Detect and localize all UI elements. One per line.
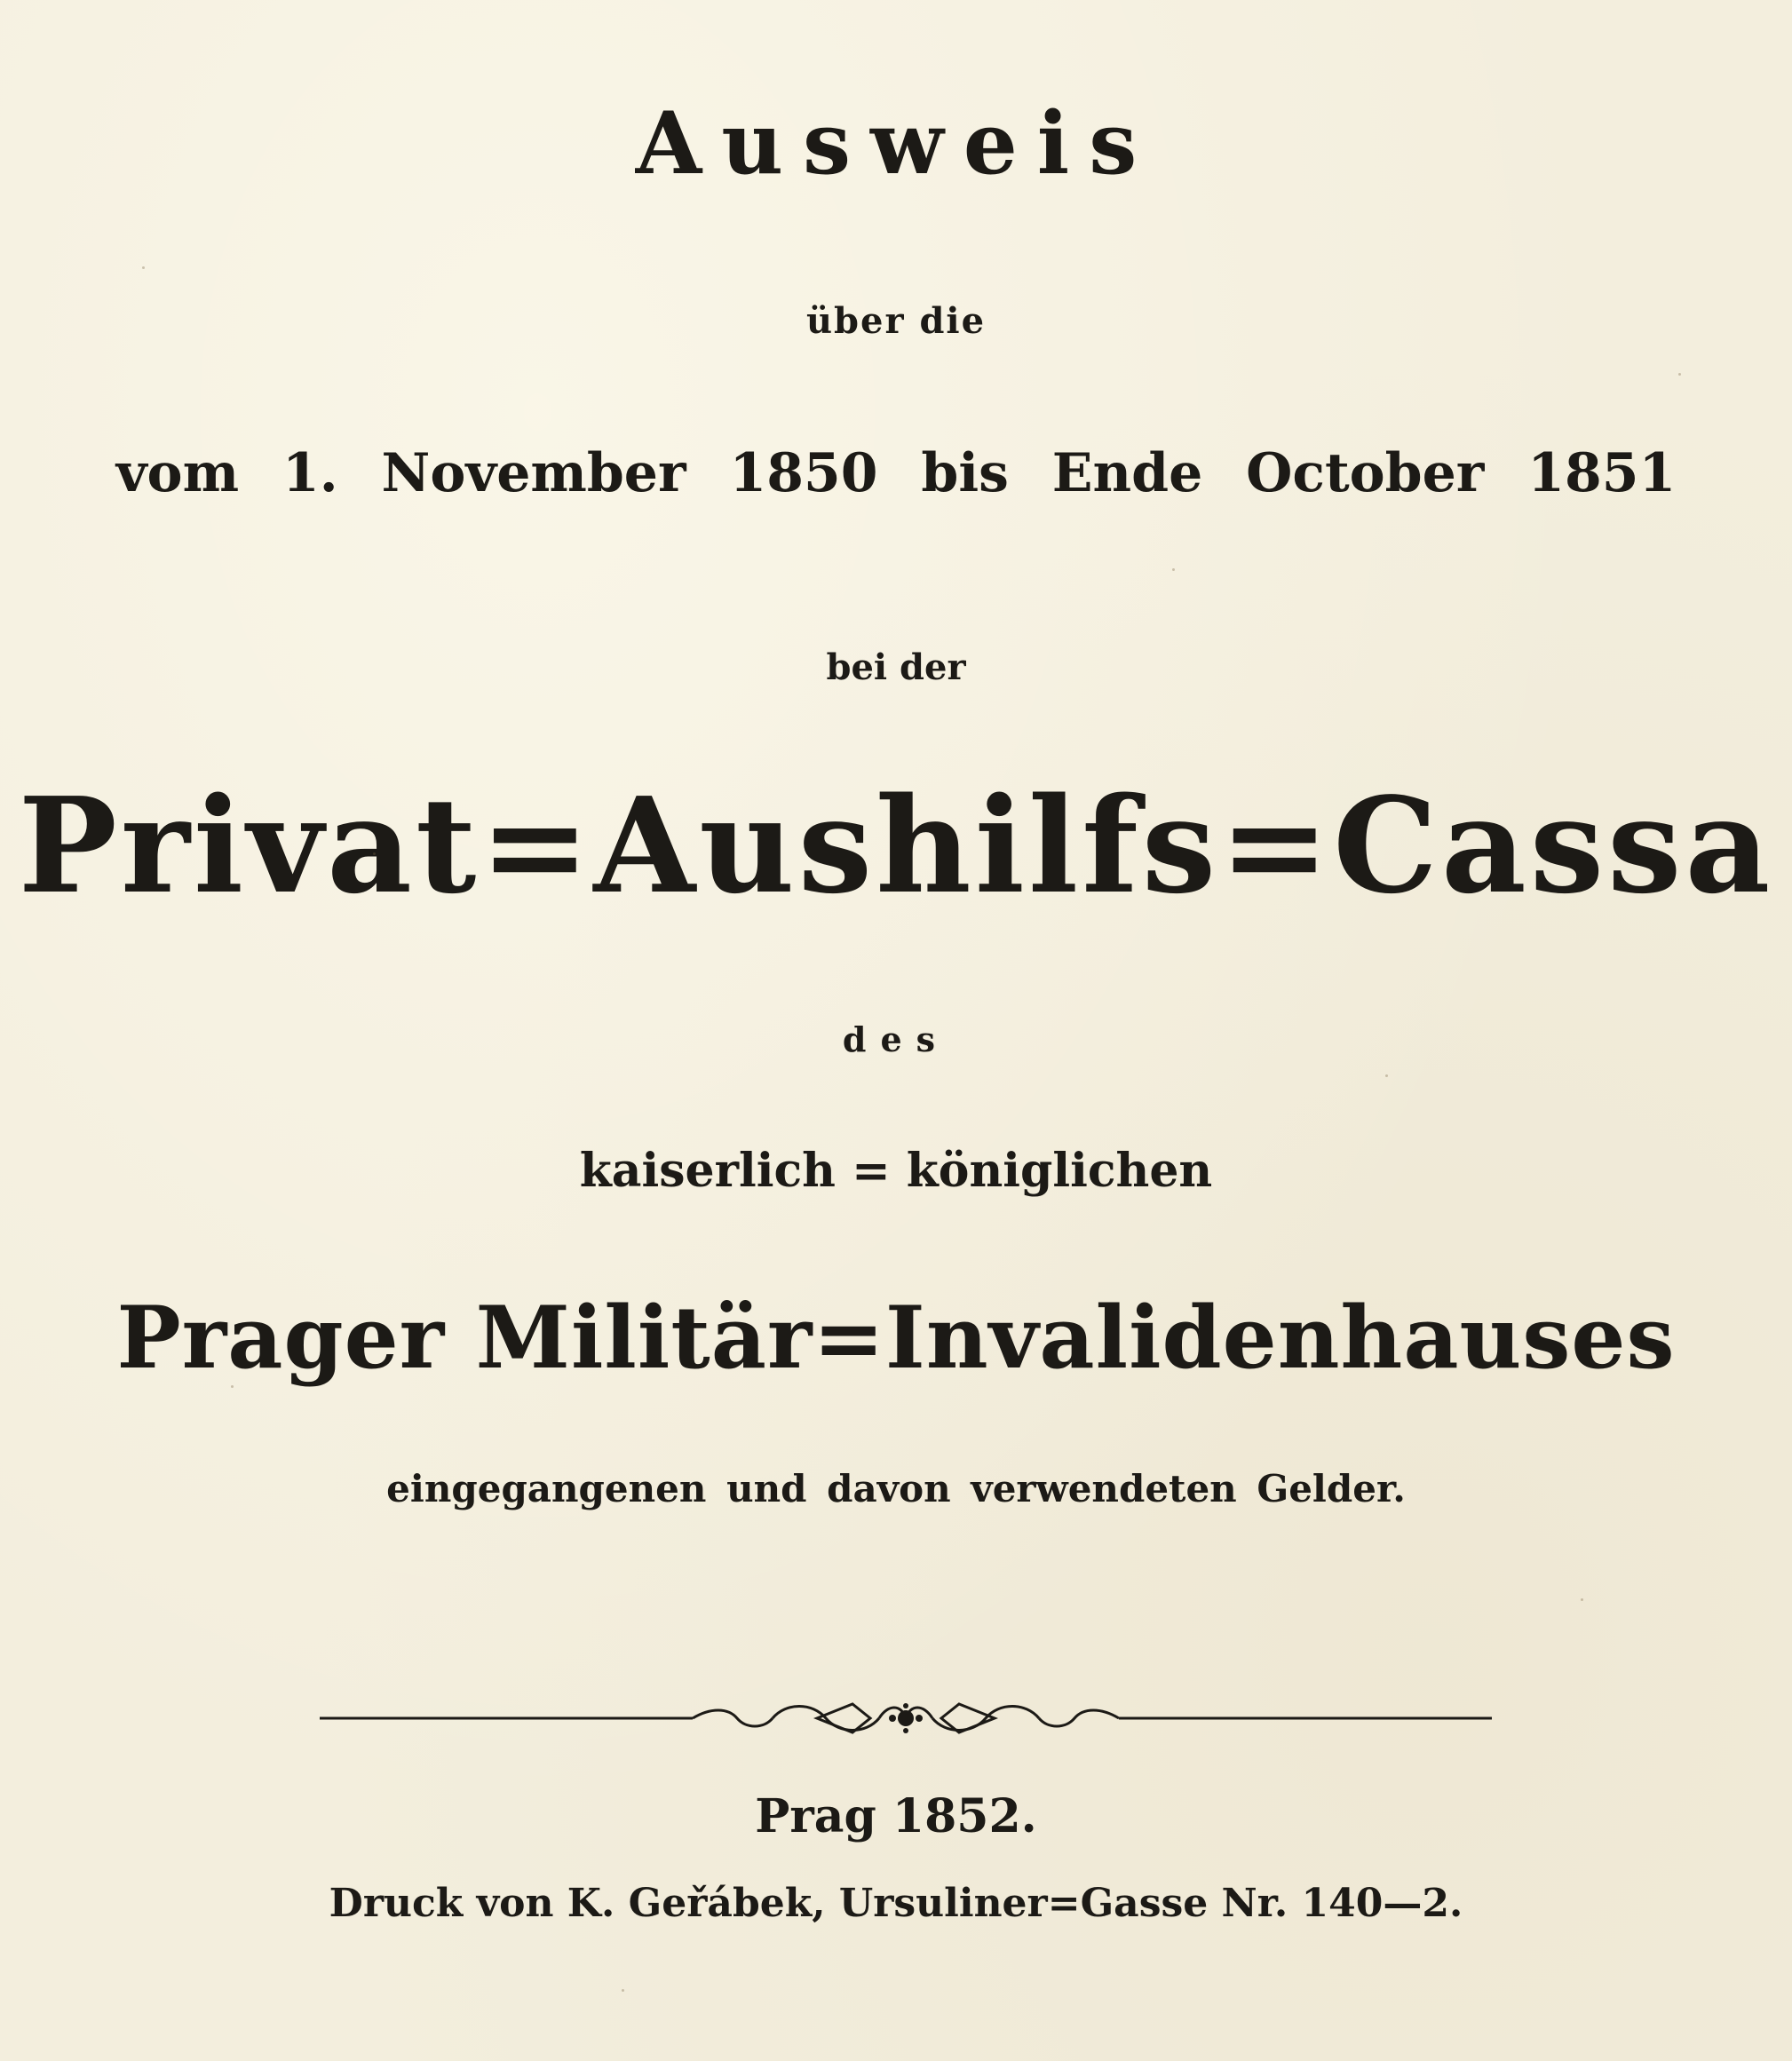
paper-speck — [373, 852, 376, 855]
adjective-line: kaiserlich = königlichen — [579, 1144, 1213, 1198]
paper-speck — [142, 266, 145, 269]
page-title: Ausweis — [635, 93, 1157, 194]
imprint-place-year: Prag 1852. — [755, 1789, 1037, 1843]
paper-speck — [1385, 1074, 1388, 1077]
paper-speck — [1678, 373, 1681, 376]
ornamental-divider — [320, 1692, 1492, 1745]
paper-speck — [231, 1385, 234, 1388]
paper-speck — [1172, 568, 1175, 571]
period-line: vom 1. November 1850 bis Ende October 1851 — [115, 442, 1677, 504]
paper-speck — [1581, 1598, 1583, 1601]
institution-name: Privat=Aushilfs=Cassa — [18, 768, 1774, 923]
house-name: Prager Militär=Invalidenhauses — [116, 1288, 1676, 1388]
subtitle-des: des — [842, 1019, 950, 1059]
paper-speck — [622, 1989, 624, 1992]
closing-line: eingegangenen und davon verwendeten Gelder. — [386, 1467, 1406, 1510]
imprint-printer: Druck von K. Geřábek, Ursuliner=Gasse Nr. 140—2. — [329, 1881, 1463, 1926]
subtitle-ueber-die: über die — [805, 300, 987, 342]
subtitle-bei-der: bei der — [826, 646, 966, 688]
